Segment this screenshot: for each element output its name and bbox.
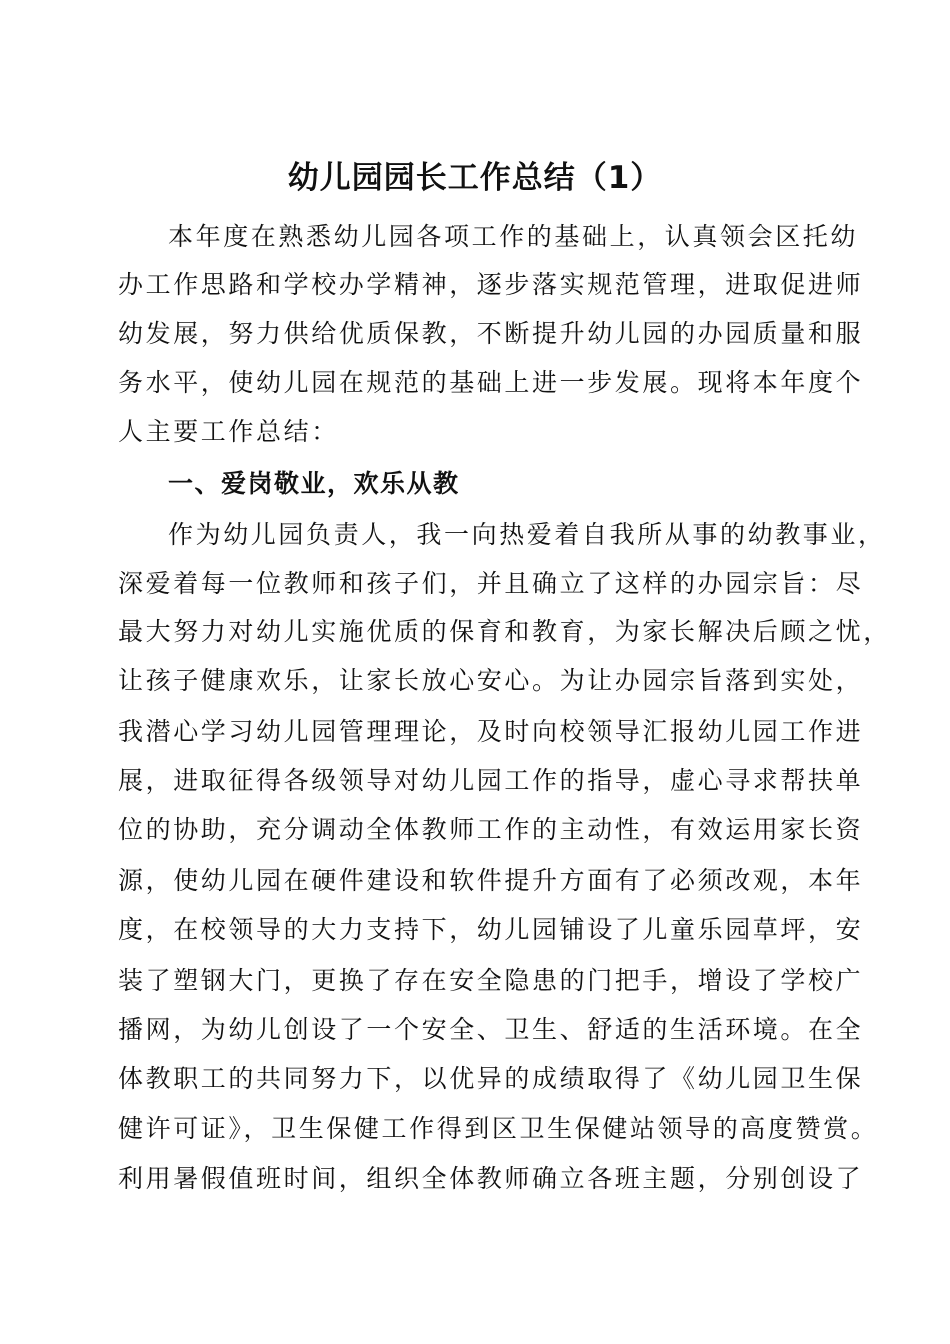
- paragraph-line: 展，进取征得各级领导对幼儿园工作的指导，虚心寻求帮扶单: [118, 766, 864, 795]
- paragraph-line: 源，使幼儿园在硬件建设和软件提升方面有了必须改观，本年: [118, 866, 864, 895]
- paragraph-line: 最大努力对幼儿实施优质的保育和教育，为家长解决后顾之忧，: [118, 617, 891, 646]
- paragraph-line: 幼发展，努力供给优质保教，不断提升幼儿园的办园质量和服: [118, 319, 864, 348]
- paragraph-line: 播网，为幼儿创设了一个安全、卫生、舒适的生活环境。在全: [118, 1015, 864, 1044]
- paragraph-line: 位的协助，充分调动全体教师工作的主动性，有效运用家长资: [118, 815, 864, 844]
- paragraph-line: 本年度在熟悉幼儿园各项工作的基础上，认真领会区托幼: [168, 222, 859, 251]
- paragraph-line: 体教职工的共同努力下，以优异的成绩取得了《幼儿园卫生保: [118, 1064, 864, 1093]
- paragraph-line: 务水平，使幼儿园在规范的基础上进一步发展。现将本年度个: [118, 368, 864, 397]
- paragraph-line: 健许可证》，卫生保健工作得到区卫生保健站领导的高度赞赏。: [118, 1114, 879, 1143]
- paragraph-line: 让孩子健康欢乐，让家长放心安心。为让办园宗旨落到实处，: [118, 666, 864, 695]
- paragraph-line: 作为幼儿园负责人，我一向热爱着自我所从事的幼教事业，: [168, 520, 886, 549]
- paragraph-line: 度，在校领导的大力支持下，幼儿园铺设了儿童乐园草坪，安: [118, 915, 864, 944]
- paragraph-line: 人主要工作总结：: [118, 417, 339, 446]
- paragraph-line: 办工作思路和学校办学精神，逐步落实规范管理，进取促进师: [118, 270, 864, 299]
- paragraph-line: 我潜心学习幼儿园管理理论，及时向校领导汇报幼儿园工作进: [118, 717, 864, 746]
- paragraph-line: 深爱着每一位教师和孩子们，并且确立了这样的办园宗旨：尽: [118, 569, 864, 598]
- paragraph-line: 利用暑假值班时间，组织全体教师确立各班主题，分别创设了: [118, 1164, 864, 1193]
- document-title: 幼儿园园长工作总结（1）: [287, 160, 663, 196]
- paragraph-line: 装了塑钢大门，更换了存在安全隐患的门把手，增设了学校广: [118, 966, 864, 995]
- section-heading: 一、爱岗敬业，欢乐从教: [168, 469, 460, 498]
